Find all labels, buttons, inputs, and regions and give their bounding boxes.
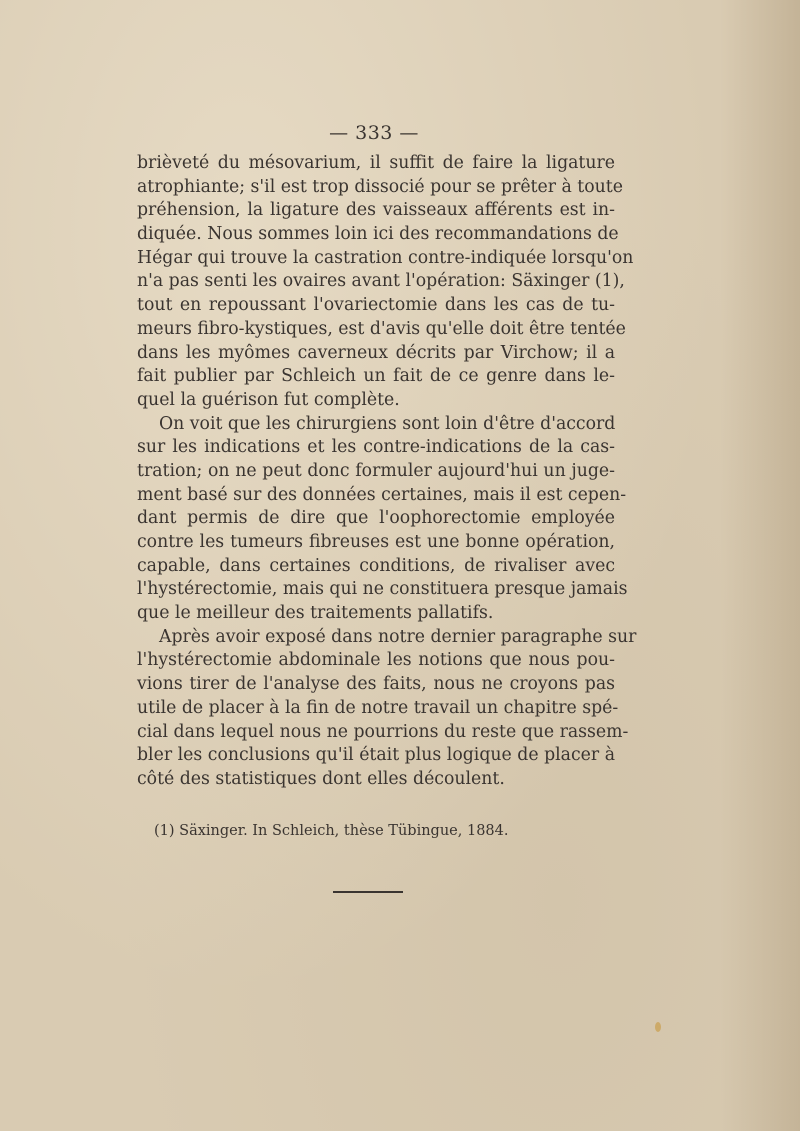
text-line: utile de placer à la fin de notre travail un chapitre spé- bbox=[137, 697, 619, 718]
text-line: sur les indications et les contre-indications de la cas- bbox=[137, 437, 615, 458]
paragraph-1 bbox=[137, 152, 634, 413]
text-line: dans les myômes caverneux décrits par Virchow; il a bbox=[137, 342, 615, 363]
text-line: vions tirer de l'analyse des faits, nous ne croyons pas bbox=[137, 674, 615, 695]
footnote: (1) Säxinger. In Schleich, thèse Tübingue, 1884. bbox=[154, 823, 509, 839]
paragraph-3 bbox=[137, 626, 637, 792]
text-line: l'hystérectomie abdominale les notions que nous pou- bbox=[137, 650, 615, 671]
body-text bbox=[137, 152, 637, 792]
page-number: — 333 — bbox=[329, 122, 419, 144]
text-line: fait publier par Schleich un fait de ce genre dans le- bbox=[137, 366, 615, 387]
text-line: Hégar qui trouve la castration contre-indiquée lorsqu'on bbox=[137, 247, 634, 268]
text-line: Après avoir exposé dans notre dernier paragraphe sur bbox=[159, 626, 637, 647]
text-line: l'hystérectomie, mais qui ne constituera presque jamais bbox=[137, 579, 628, 600]
paper-stain bbox=[655, 1022, 661, 1032]
text-line: meurs fibro-kystiques, est d'avis qu'elle doit être tentée bbox=[137, 318, 626, 339]
text-line: tration; on ne peut donc formuler aujourd'hui un juge- bbox=[137, 460, 615, 481]
text-line: côté des statistiques dont elles découlent. bbox=[137, 768, 505, 789]
text-line: ment basé sur des données certaines, mais il est cepen- bbox=[137, 484, 627, 505]
text-line: tout en repoussant l'ovariectomie dans les cas de tu- bbox=[137, 295, 615, 316]
text-line: On voit que les chirurgiens sont loin d'être d'accord bbox=[159, 413, 616, 434]
text-line: que le meilleur des traitements pallatifs. bbox=[137, 603, 494, 624]
text-line: diquée. Nous sommes loin ici des recommandations de bbox=[137, 224, 619, 245]
text-line: n'a pas senti les ovaires avant l'opération: Säxinger (1), bbox=[137, 271, 625, 292]
text-line: bler les conclusions qu'il était plus logique de placer à bbox=[137, 745, 615, 766]
text-line: cial dans lequel nous ne pourrions du reste que rassem- bbox=[137, 721, 629, 742]
text-line: dant permis de dire que l'oophorectomie employée bbox=[137, 508, 615, 529]
paragraph-2 bbox=[137, 413, 628, 626]
text-line: capable, dans certaines conditions, de rivaliser avec bbox=[137, 555, 615, 576]
text-line: contre les tumeurs fibreuses est une bonne opération, bbox=[137, 532, 615, 552]
text-line: brièveté du mésovarium, il suffit de faire la ligature bbox=[137, 153, 615, 173]
text-line: préhension, la ligature des vaisseaux afférents est in- bbox=[137, 200, 615, 221]
text-line: atrophiante; s'il est trop dissocié pour se prêter à toute bbox=[137, 176, 623, 197]
text-line: quel la guérison fut complète. bbox=[137, 389, 400, 410]
end-rule bbox=[333, 891, 403, 893]
